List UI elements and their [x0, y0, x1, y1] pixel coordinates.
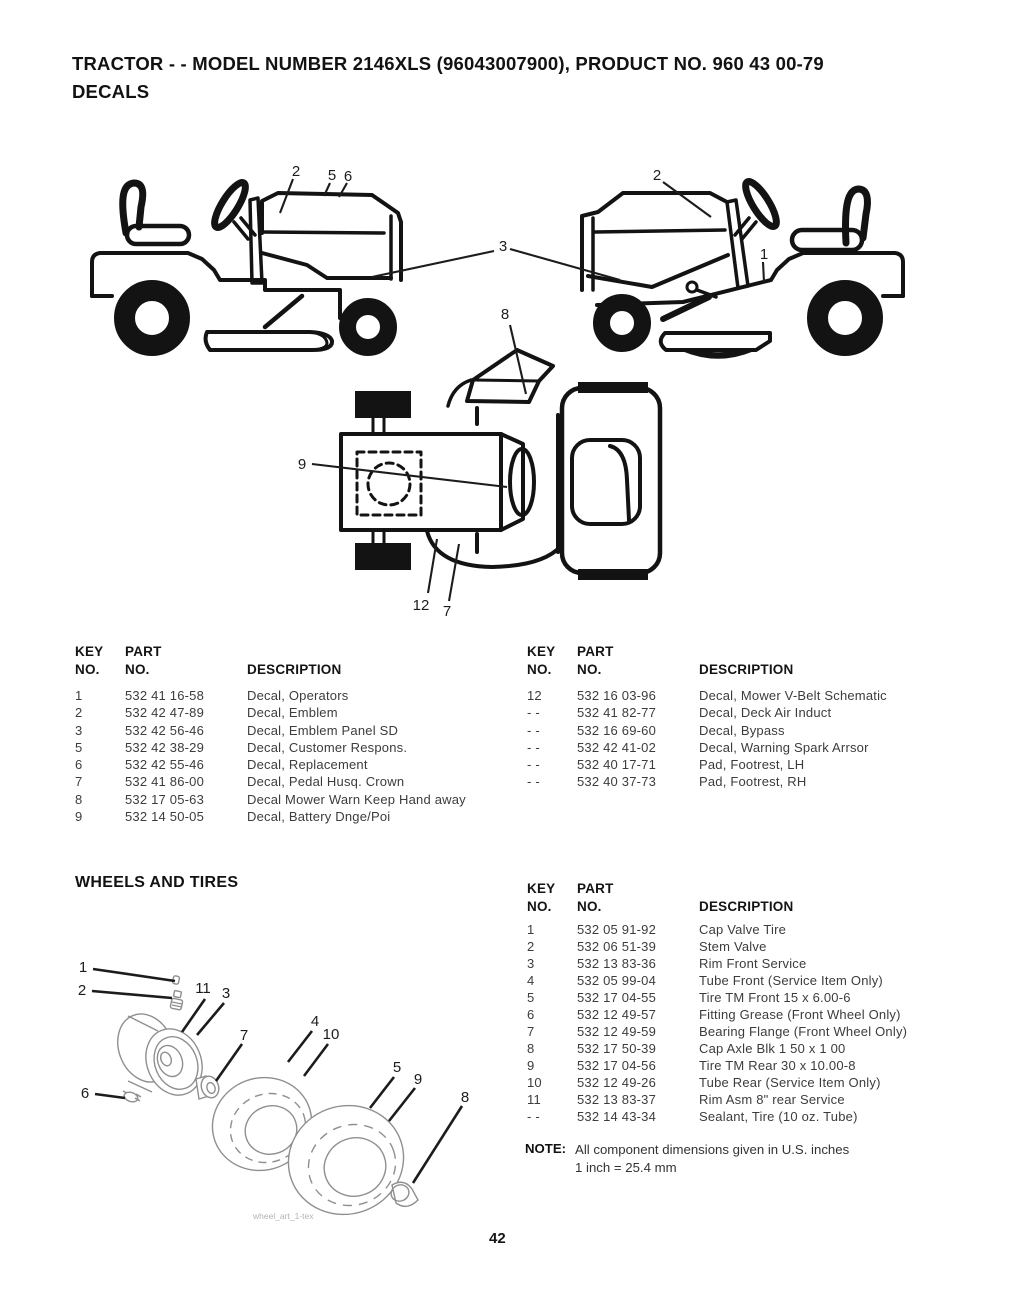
description-cell: Stem Valve — [699, 939, 767, 954]
table-row — [527, 1023, 1017, 1040]
table-row — [527, 722, 1017, 739]
note-line1: All component dimensions given in U.S. inches — [575, 1142, 850, 1157]
key-cell: 4 — [527, 973, 535, 988]
watermark-text: wheel_art_1-tex — [253, 1211, 314, 1221]
table-row — [527, 756, 1017, 773]
part-cell: 532 42 41-02 — [577, 739, 657, 755]
valve-stem-art — [170, 990, 183, 1010]
part-cell: 532 40 17-71 — [577, 757, 657, 773]
callout-2: 2 — [77, 982, 87, 999]
decals-parts-table-left — [75, 643, 525, 825]
key-cell: - - — [527, 739, 540, 755]
table-row — [527, 1057, 1017, 1074]
key-cell: 3 — [75, 722, 83, 738]
part-cell: 532 42 56-46 — [125, 722, 205, 738]
callout-6: 6 — [343, 168, 353, 185]
key-cell: - - — [527, 705, 540, 721]
callout-9: 9 — [297, 456, 307, 473]
tractor-left-side-view — [92, 179, 401, 350]
description-cell: Sealant, Tire (10 oz. Tube) — [699, 1109, 858, 1124]
description-col-header: DESCRIPTION — [699, 898, 794, 914]
description-cell: Decal, Operators — [247, 688, 349, 703]
key-cell: 5 — [527, 990, 535, 1005]
part-cell: 532 13 83-37 — [577, 1092, 657, 1107]
callout-8: 8 — [460, 1089, 470, 1106]
callout-9: 9 — [413, 1071, 423, 1088]
part-cell: 532 05 91-92 — [577, 922, 657, 937]
decals-parts-table-right — [527, 643, 1017, 791]
description-cell: Decal, Emblem — [247, 705, 338, 721]
part-cell: 532 41 86-00 — [125, 774, 205, 790]
part-cell: 532 42 55-46 — [125, 757, 205, 773]
table-header: KEY NO. PART NO. DESCRIPTION — [527, 880, 1017, 915]
part-cell: 532 17 05-63 — [125, 791, 205, 807]
table-header: KEY NO. PART NO. DESCRIPTION — [527, 643, 1017, 678]
wheels-section-heading: WHEELS AND TIRES — [75, 874, 239, 891]
part-cell: 532 17 04-55 — [577, 990, 657, 1005]
key-cell: 8 — [527, 1041, 535, 1056]
table-row — [527, 921, 1017, 938]
description-cell: Decal, Deck Air Induct — [699, 705, 832, 721]
table-row — [527, 972, 1017, 989]
key-cell: - - — [527, 722, 540, 738]
part-cell: 532 12 49-59 — [577, 1024, 657, 1039]
callout-2-right: 2 — [652, 167, 662, 184]
decals-diagram — [0, 150, 1024, 630]
note-line2: 1 inch = 25.4 mm — [575, 1159, 677, 1175]
description-cell: Tube Front (Service Item Only) — [699, 973, 883, 988]
key-cell: 11 — [527, 1092, 541, 1107]
key-cell: 7 — [75, 774, 83, 790]
table-row — [75, 808, 525, 825]
part-cell: 532 16 03-96 — [577, 688, 657, 703]
callout-6: 6 — [80, 1085, 90, 1102]
table-row — [527, 687, 1017, 704]
description-col-header: DESCRIPTION — [247, 661, 342, 677]
decal-callout-leaders — [280, 179, 764, 601]
wheels-diagram — [55, 945, 515, 1235]
description-cell: Tire TM Rear 30 x 10.00-8 — [699, 1058, 856, 1073]
tractor-right-side-view — [582, 178, 903, 357]
table-row — [527, 1040, 1017, 1057]
description-cell: Pad, Footrest, RH — [699, 774, 807, 790]
key-cell: 9 — [75, 809, 83, 825]
description-cell: Decal, Customer Respons. — [247, 739, 408, 755]
callout-2-left: 2 — [291, 163, 301, 180]
description-cell: Decal, Mower V-Belt Schematic — [699, 688, 887, 703]
description-cell: Rim Asm 8" rear Service — [699, 1092, 845, 1107]
part-cell: 532 12 49-57 — [577, 1007, 657, 1022]
callout-4: 4 — [310, 1013, 320, 1030]
table-row — [75, 773, 525, 790]
part-cell: 532 14 43-34 — [577, 1109, 657, 1124]
part-cell: 532 42 47-89 — [125, 705, 205, 721]
callout-7: 7 — [239, 1027, 249, 1044]
key-cell: 10 — [527, 1075, 542, 1090]
part-cell: 532 12 49-26 — [577, 1075, 657, 1090]
grease-fitting-art — [123, 1091, 141, 1104]
key-cell: - - — [527, 1109, 540, 1124]
key-cell: 8 — [75, 791, 83, 807]
table-row — [75, 756, 525, 773]
part-cell: 532 40 37-73 — [577, 774, 657, 790]
table-row — [75, 739, 525, 756]
table-row — [527, 739, 1017, 756]
page-header — [72, 50, 824, 106]
callout-1: 1 — [78, 959, 88, 976]
tractor-top-view — [341, 350, 660, 580]
table-row — [527, 1074, 1017, 1091]
description-cell: Tire TM Front 15 x 6.00-6 — [699, 990, 851, 1005]
key-cell: - - — [527, 774, 540, 790]
table-row — [527, 938, 1017, 955]
description-col-header: DESCRIPTION — [699, 661, 794, 677]
part-cell: 532 41 82-77 — [577, 705, 657, 721]
callout-12: 12 — [412, 597, 430, 614]
key-cell: 5 — [75, 739, 83, 755]
table-row — [527, 1091, 1017, 1108]
part-cell: 532 13 83-36 — [577, 956, 657, 971]
page-number: 42 — [489, 1230, 506, 1247]
callout-5: 5 — [392, 1059, 402, 1076]
description-cell: Pad, Footrest, LH — [699, 757, 805, 773]
part-cell: 532 06 51-39 — [577, 939, 657, 954]
key-cell: 6 — [75, 757, 83, 773]
table-row — [75, 722, 525, 739]
description-cell: Decal, Battery Dnge/Poi — [247, 809, 391, 825]
description-cell: Decal, Pedal Husq. Crown — [247, 774, 405, 790]
note-label: NOTE: — [525, 1141, 567, 1156]
table-row — [527, 1006, 1017, 1023]
table-row — [75, 704, 525, 721]
key-col-header: KEY — [75, 644, 104, 659]
callout-7: 7 — [442, 603, 452, 620]
key-cell: - - — [527, 757, 540, 773]
description-cell: Bearing Flange (Front Wheel Only) — [699, 1024, 908, 1039]
key-cell: 7 — [527, 1024, 535, 1039]
table-row — [75, 791, 525, 808]
table-header: KEY NO. PART NO. DESCRIPTION — [75, 643, 525, 678]
wheels-parts-table — [527, 880, 1017, 1125]
callout-1: 1 — [759, 246, 769, 263]
callout-11: 11 — [195, 980, 211, 997]
description-cell: Tube Rear (Service Item Only) — [699, 1075, 881, 1090]
description-cell: Cap Valve Tire — [699, 922, 787, 937]
axle-cap-art — [389, 1182, 418, 1206]
key-col-header: KEY — [527, 644, 556, 659]
table-row — [527, 989, 1017, 1006]
page-subtitle: DECALS — [72, 81, 150, 102]
key-cell: 12 — [527, 688, 542, 703]
part-col-header: PART — [577, 644, 614, 659]
key-cell: 3 — [527, 956, 535, 971]
part-cell: 532 42 38-29 — [125, 739, 205, 755]
callout-3: 3 — [498, 238, 508, 255]
dimensions-note — [525, 1141, 849, 1176]
table-row — [527, 1108, 1017, 1125]
description-cell: Decal Mower Warn Keep Hand away — [247, 791, 466, 807]
table-row — [527, 704, 1017, 721]
description-cell: Cap Axle Blk 1 50 x 1 00 — [699, 1041, 846, 1056]
description-cell: Decal, Replacement — [247, 757, 368, 773]
part-cell: 532 16 69-60 — [577, 722, 657, 738]
key-cell: 6 — [527, 1007, 535, 1022]
key-cell: 1 — [75, 688, 83, 703]
table-row — [75, 687, 525, 704]
callout-3: 3 — [221, 985, 231, 1002]
description-cell: Fitting Grease (Front Wheel Only) — [699, 1007, 901, 1022]
key-cell: 2 — [75, 705, 83, 721]
table-row — [527, 773, 1017, 790]
part-cell: 532 05 99-04 — [577, 973, 657, 988]
description-cell: Decal, Bypass — [699, 722, 785, 738]
description-cell: Rim Front Service — [699, 956, 807, 971]
part-col-header: PART — [577, 881, 614, 896]
callout-8: 8 — [500, 306, 510, 323]
table-row — [527, 955, 1017, 972]
key-col-header: KEY — [527, 881, 556, 896]
description-cell: Decal, Emblem Panel SD — [247, 722, 399, 738]
front-rim-art — [108, 1005, 212, 1103]
part-cell: 532 17 50-39 — [577, 1041, 657, 1056]
part-cell: 532 41 16-58 — [125, 688, 205, 703]
part-cell: 532 14 50-05 — [125, 809, 205, 825]
description-cell: Decal, Warning Spark Arrsor — [699, 739, 869, 755]
page-title: TRACTOR - - MODEL NUMBER 2146XLS (96043007900), PRODUCT NO. 960 43 00-79 — [72, 53, 824, 74]
callout-10: 10 — [322, 1026, 340, 1043]
callout-5: 5 — [327, 167, 337, 184]
key-cell: 9 — [527, 1058, 535, 1073]
key-cell: 2 — [527, 939, 535, 954]
part-col-header: PART — [125, 644, 162, 659]
part-cell: 532 17 04-56 — [577, 1058, 657, 1073]
key-cell: 1 — [527, 922, 535, 937]
